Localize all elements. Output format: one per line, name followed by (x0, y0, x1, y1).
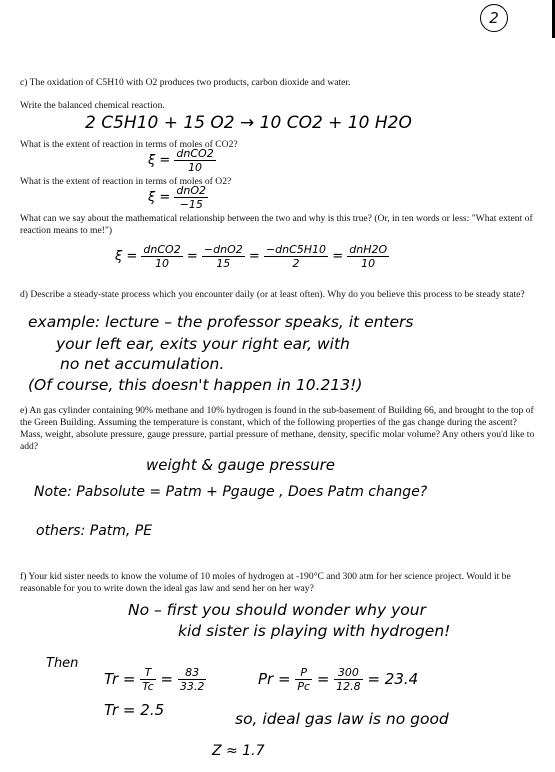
equals-sign: = (186, 249, 198, 264)
frac-numerator: P (295, 666, 312, 680)
answer-d-line4: (Of course, this doesn't happen in 10.213!) (28, 376, 363, 394)
answer-balanced-reaction: 2 C5H10 + 15 O2 → 10 CO2 + 10 H2O (85, 113, 412, 133)
answer-d-line2: your left ear, exits your right ear, with (56, 335, 350, 353)
question-e: e) An gas cylinder containing 90% methane and 10% hydrogen is found in the sub-basement of Building 66, and brought to the top of the Green Building. Assuming the temperature is constant, which of the following properties of the gas change during the ascent? Mass, weight, absolute pressure, gauge pressure, partial pressure of methane, density, specific molar volume? Any others you'd like to add? (20, 405, 535, 452)
frac-numerator: dnH2O (349, 243, 388, 256)
xi-symbol: ξ = (148, 190, 171, 205)
question-f: f) Your kid sister needs to know the volume of 10 moles of hydrogen at -190°C and 300 atm for her science project. Would it be reasonable for you to write down the ideal gas law and send her on her way? (20, 571, 511, 594)
frac-numerator: dnCO2 (143, 243, 181, 256)
then-label: Then (46, 656, 79, 671)
answer-e-line1: weight & gauge pressure (146, 456, 335, 474)
frac-numerator: 300 (334, 666, 363, 680)
prompt-balanced-reaction: Write the balanced chemical reaction. (20, 100, 165, 111)
frac-denominator: 10 (188, 161, 203, 174)
conclusion-ideal-gas: so, ideal gas law is no good (235, 710, 449, 728)
page-number: 2 (480, 4, 508, 32)
reduced-pressure-eq (258, 666, 418, 693)
frac-denominator: 10 (155, 257, 170, 270)
frac-denominator: −15 (179, 198, 203, 211)
frac-denominator: 10 (361, 257, 376, 270)
question-c: c) The oxidation of C5H10 with O2 produces two products, carbon dioxide and water. (20, 77, 351, 88)
frac-numerator: −dnO2 (203, 243, 243, 256)
frac-denominator: 2 (292, 257, 300, 270)
frac-denominator: 33.2 (179, 680, 205, 693)
answer-extent-co2 (148, 147, 216, 174)
answer-extent-o2 (148, 184, 208, 211)
question-extent-o2: What is the extent of reaction in terms of moles of O2? (20, 176, 232, 187)
frac-numerator: −dnC5H10 (265, 243, 327, 256)
equals-sign: = (160, 670, 174, 688)
answer-e-line2: Note: Pabsolute = Patm + Pgauge , Does Patm change? (34, 484, 428, 500)
pr-lhs: Pr = (258, 670, 291, 688)
compressibility-factor: Z ≈ 1.7 (212, 743, 265, 759)
answer-f-line1: No – first you should wonder why your (128, 601, 426, 619)
frac-denominator: Tc (142, 680, 154, 693)
answer-f-line2: kid sister is playing with hydrogen! (178, 622, 451, 640)
frac-denominator: 12.8 (336, 680, 361, 693)
answer-d-line3: no net accumulation. (60, 355, 225, 373)
question-extent-co2: What is the extent of reaction in terms of moles of CO2? (20, 139, 238, 150)
equals-sign: = (332, 249, 344, 264)
question-relationship: What can we say about the mathematical relationship between the two and why is this true? (Or, in ten words or less: "What extent of reaction means to me!") (20, 213, 533, 236)
answer-e-line3: others: Patm, PE (36, 523, 153, 539)
xi-symbol: ξ = (115, 249, 138, 264)
frac-denominator: Pc (297, 680, 311, 693)
equals-sign: = (316, 670, 330, 688)
reduced-temperature-eq (104, 666, 206, 693)
frac-numerator: 83 (178, 666, 207, 680)
xi-symbol: ξ = (148, 153, 171, 168)
frac-numerator: dnO2 (176, 184, 207, 197)
reduced-temperature-result: Tr = 2.5 (104, 701, 165, 719)
question-d: d) Describe a steady-state process which you encounter daily (or at least often). Why do you believe this process to be steady state? (20, 289, 525, 300)
pr-result: = 23.4 (367, 670, 419, 688)
frac-numerator: T (140, 666, 155, 680)
equals-sign: = (248, 249, 260, 264)
answer-d-line1: example: lecture – the professor speaks, it enters (28, 313, 414, 331)
tr-lhs: Tr = (104, 670, 136, 688)
frac-numerator: dnCO2 (176, 147, 214, 160)
frac-denominator: 15 (216, 257, 231, 270)
answer-relationship (115, 243, 389, 270)
